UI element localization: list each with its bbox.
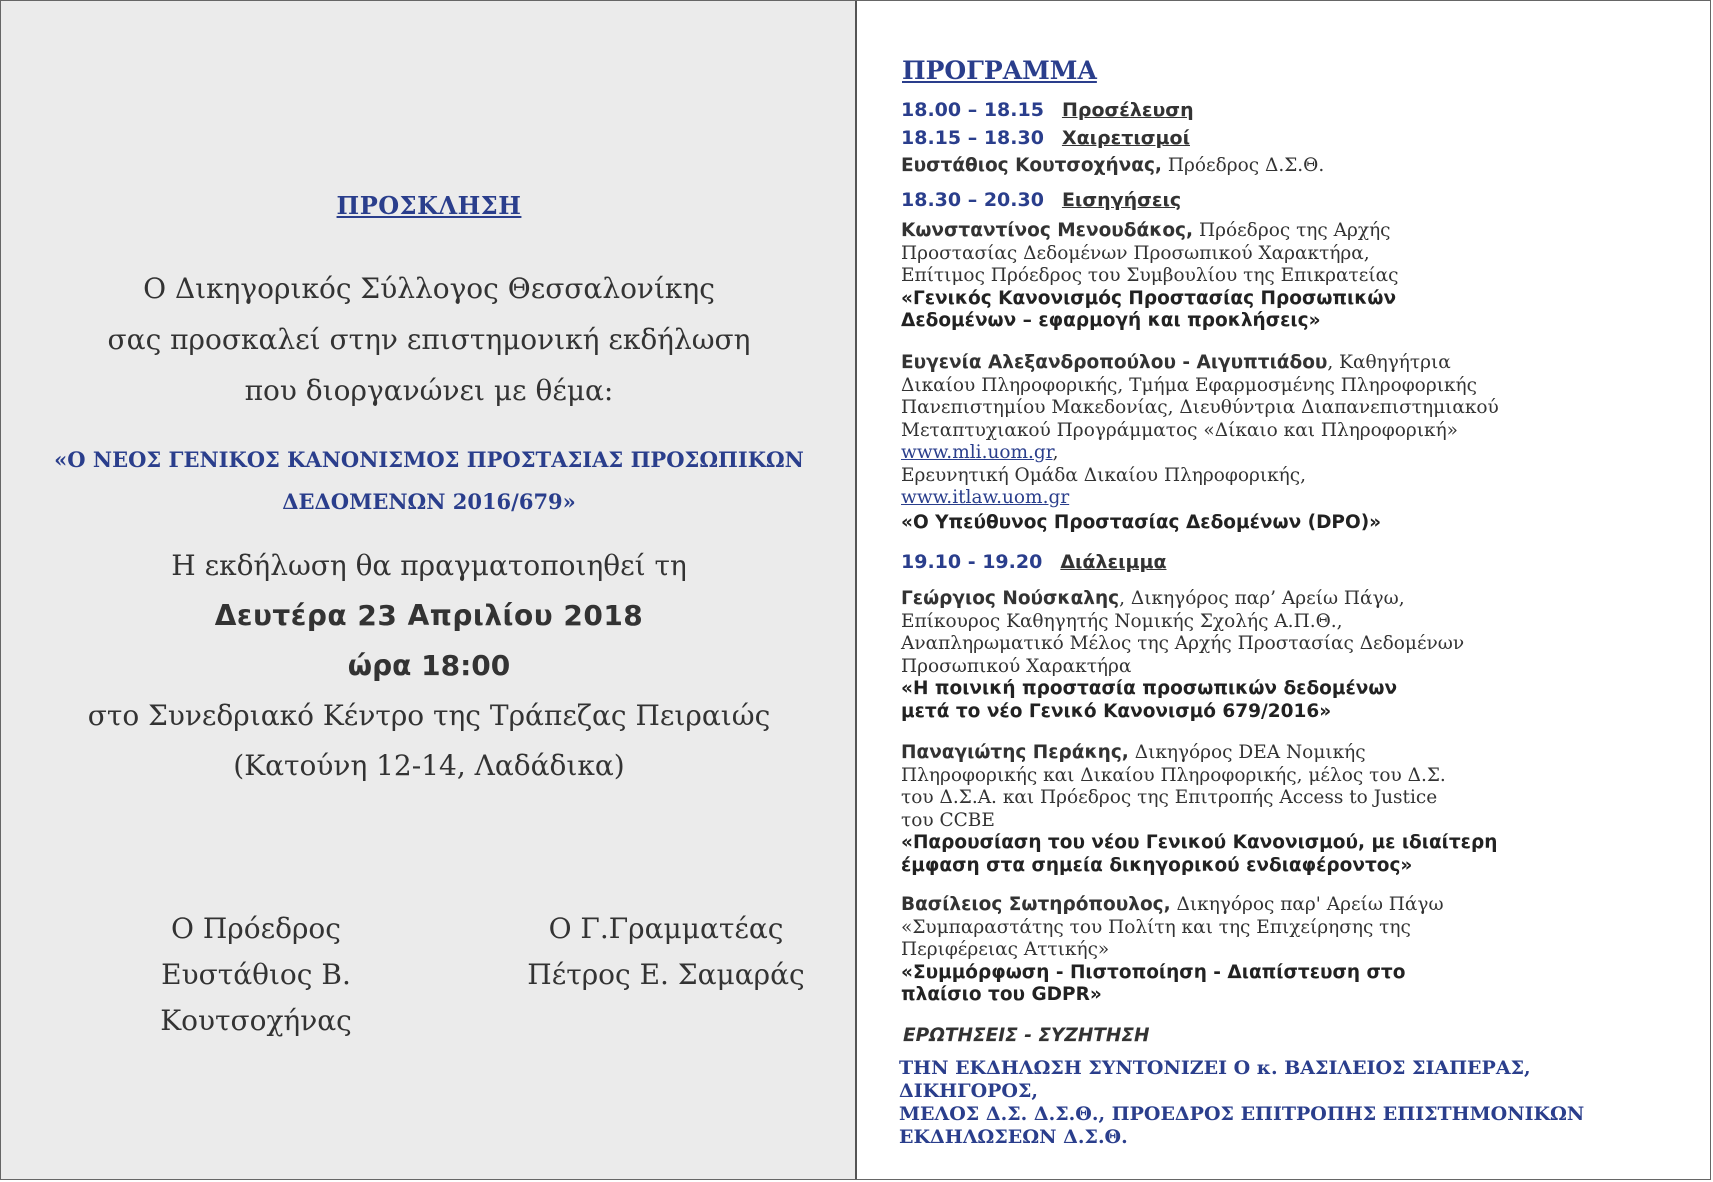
speaker-block — [901, 352, 1511, 534]
signature-role: Ο Γ.Γραμματέας — [548, 912, 784, 945]
slot-name: Διάλειμμα — [1060, 551, 1167, 573]
speaker-affiliation: Δικαίου Πληροφορικής, Τμήμα Εφαρμοσμένης Πληροφορικής — [901, 374, 1477, 396]
slot-name: Χαιρετισμοί — [1061, 127, 1190, 149]
moderator-line: ΕΚΔΗΛΩΣΕΩΝ Δ.Σ.Θ. — [899, 1126, 1128, 1148]
slot-time: 18.15 – 18.30 — [901, 127, 1044, 149]
greeting-speaker — [901, 155, 1511, 178]
moderator-line: ΤΗΝ ΕΚΔΗΛΩΣΗ ΣΥΝΤΟΝΙΖΕΙ Ο κ. ΒΑΣΙΛΕΙΟΣ ΣΙΑΠΕΡΑΣ, ΔΙΚΗΓΟΡΟΣ, — [899, 1057, 1531, 1102]
topic-line: «Ο ΝΕΟΣ ΓΕΝΙΚΟΣ ΚΑΝΟΝΙΣΜΟΣ ΠΡΟΣΤΑΣΙΑΣ ΠΡΟΣΩΠΙΚΩΝ — [54, 447, 804, 472]
event-venue: στο Συνεδριακό Κέντρο της Τράπεζας Πειραιώς — [87, 699, 771, 732]
intro-line: που διοργανώνει με θέμα: — [244, 374, 614, 407]
invitation-intro — [1, 263, 857, 416]
talk-title: «Συμμόρφωση - Πιστοποίηση - Διαπίστευση στο — [901, 961, 1406, 983]
speaker-affiliation: Ερευνητική Ομάδα Δικαίου Πληροφορικής, — [901, 464, 1307, 486]
intro-line: Ο Δικηγορικός Σύλλογος Θεσσαλονίκης — [143, 272, 715, 305]
website-link[interactable]: www.itlaw.uom.gr — [901, 487, 1070, 508]
invitation-title: ΠΡΟΣΚΛΗΣΗ — [336, 191, 522, 220]
speaker-affiliation: του Δ.Σ.Α. και Πρόεδρος της Επιτροπής Access to Justice — [901, 787, 1438, 808]
slot-time: 18.00 – 18.15 — [901, 99, 1044, 121]
speaker-affiliation: «Συμπαραστάτης του Πολίτη και της Επιχείρησης της — [901, 916, 1411, 938]
slot-name: Εισηγήσεις — [1061, 189, 1182, 211]
speaker-name: Κωνσταντίνος Μενουδάκος, — [901, 220, 1194, 241]
speaker-name: Παναγιώτης Περάκης, — [901, 742, 1129, 763]
speaker-role: Πρόεδρος Δ.Σ.Θ. — [1161, 155, 1325, 176]
website-link[interactable]: www.mli.uom.gr — [901, 442, 1053, 463]
program-title: ΠΡΟΓΡΑΜΜΑ — [902, 56, 1097, 85]
moderator-line: ΜΕΛΟΣ Δ.Σ. Δ.Σ.Θ., ΠΡΟΕΔΡΟΣ ΕΠΙΤΡΟΠΗΣ ΕΠΙΣΤΗΜΟΝΙΚΩΝ — [899, 1103, 1585, 1125]
speaker-affiliation: Πανεπιστημίου Μακεδονίας, Διευθύντρια Διαπανεπιστημιακού — [901, 397, 1499, 418]
speaker-affiliation: Μεταπτυχιακού Προγράμματος «Δίκαιο και Πληροφορική» — [901, 419, 1458, 441]
program-slot — [901, 127, 1511, 150]
speaker-name: Ευγενία Αλεξανδροπούλου - Αιγυπτιάδου — [901, 352, 1328, 373]
speaker-block — [901, 588, 1511, 723]
event-time: ώρα 18:00 — [347, 649, 511, 682]
speaker-affiliation: Πρόεδρος της Αρχής — [1193, 220, 1391, 241]
speaker-name: Γεώργιος Νούσκαλης — [901, 588, 1120, 609]
program-panel — [857, 1, 1710, 1179]
link-separator: , — [1052, 442, 1059, 463]
moderator-note — [899, 1057, 1669, 1149]
invitation-panel — [1, 1, 857, 1179]
slot-time: 18.30 – 20.30 — [901, 189, 1044, 211]
talk-title: «Η ποινική προστασία προσωπικών δεδομένων — [901, 678, 1398, 699]
event-address: (Κατούνη 12-14, Λαδάδικα) — [233, 749, 625, 782]
speaker-affiliation: Προσωπικού Χαρακτήρα — [901, 655, 1132, 677]
talk-title: πλαίσιο του GDPR» — [901, 984, 1102, 1005]
event-topic — [31, 439, 827, 523]
signature-president — [61, 906, 451, 1044]
signature-secretary — [501, 906, 831, 998]
event-date: Δευτέρα 23 Απριλίου 2018 — [214, 599, 644, 632]
talk-title: έμφαση στα σημεία δικηγορικού ενδιαφέροντος» — [901, 854, 1413, 876]
program-slot — [901, 99, 1511, 122]
questions-discussion: ΕΡΩΤΗΣΕΙΣ - ΣΥΖΗΤΗΣΗ — [903, 1025, 1150, 1046]
speaker-block — [901, 894, 1511, 1007]
talk-title: «Γενικός Κανονισμός Προστασίας Προσωπικών — [901, 287, 1397, 309]
speaker-affiliation: Περιφέρειας Αττικής» — [901, 939, 1110, 960]
speaker-affiliation: Αναπληρωματικό Μέλος της Αρχής Προστασίας Δεδομένων — [901, 633, 1465, 654]
speaker-affiliation: Δικηγόρος παρ' Αρείω Πάγω — [1170, 894, 1444, 915]
speaker-affiliation: Προστασίας Δεδομένων Προσωπικού Χαρακτήρα, — [901, 242, 1370, 264]
signature-name: Ευστάθιος Β. Κουτσοχήνας — [160, 958, 352, 1037]
slot-name: Προσέλευση — [1061, 99, 1194, 121]
talk-title: «Ο Υπεύθυνος Προστασίας Δεδομένων (DPO)» — [901, 511, 1382, 533]
speaker-affiliation: του CCBE — [901, 809, 995, 831]
speaker-affiliation: , Δικηγόρος παρ’ Αρείω Πάγω, — [1119, 588, 1405, 609]
speaker-affiliation: Επίκουρος Καθηγητής Νομικής Σχολής Α.Π.Θ., — [901, 610, 1343, 632]
speaker-affiliation: , Καθηγήτρια — [1327, 352, 1451, 373]
program-slot — [901, 551, 1511, 574]
speaker-name: Ευστάθιος Κουτσοχήνας, — [901, 155, 1162, 176]
intro-line: σας προσκαλεί στην επιστημονική εκδήλωση — [107, 323, 751, 356]
talk-title: Δεδομένων – εφαρμογή και προκλήσεις» — [901, 310, 1321, 331]
talk-title: μετά το νέο Γενικό Κανονισμό 679/2016» — [901, 700, 1332, 722]
speaker-block — [901, 742, 1511, 877]
signature-name: Πέτρος Ε. Σαμαράς — [527, 958, 805, 991]
speaker-affiliation: Πληροφορικής και Δικαίου Πληροφορικής, μέλος του Δ.Σ. — [901, 764, 1446, 786]
speaker-name: Βασίλειος Σωτηρόπουλος, — [901, 894, 1171, 915]
talk-title: «Παρουσίαση του νέου Γενικού Κανονισμού, με ιδιαίτερη — [901, 832, 1498, 853]
signature-role: Ο Πρόεδρος — [171, 912, 341, 945]
speaker-block — [901, 220, 1511, 333]
speaker-affiliation: Επίτιμος Πρόεδρος του Συμβουλίου της Επικρατείας — [901, 265, 1399, 286]
slot-time: 19.10 - 19.20 — [901, 551, 1043, 573]
event-intro: Η εκδήλωση θα πραγματοποιηθεί τη — [171, 549, 687, 582]
speaker-affiliation: Δικηγόρος DEA Νομικής — [1128, 742, 1366, 763]
program-slot — [901, 189, 1511, 212]
topic-line: ΔΕΔΟΜΕΝΩΝ 2016/679» — [282, 489, 576, 514]
